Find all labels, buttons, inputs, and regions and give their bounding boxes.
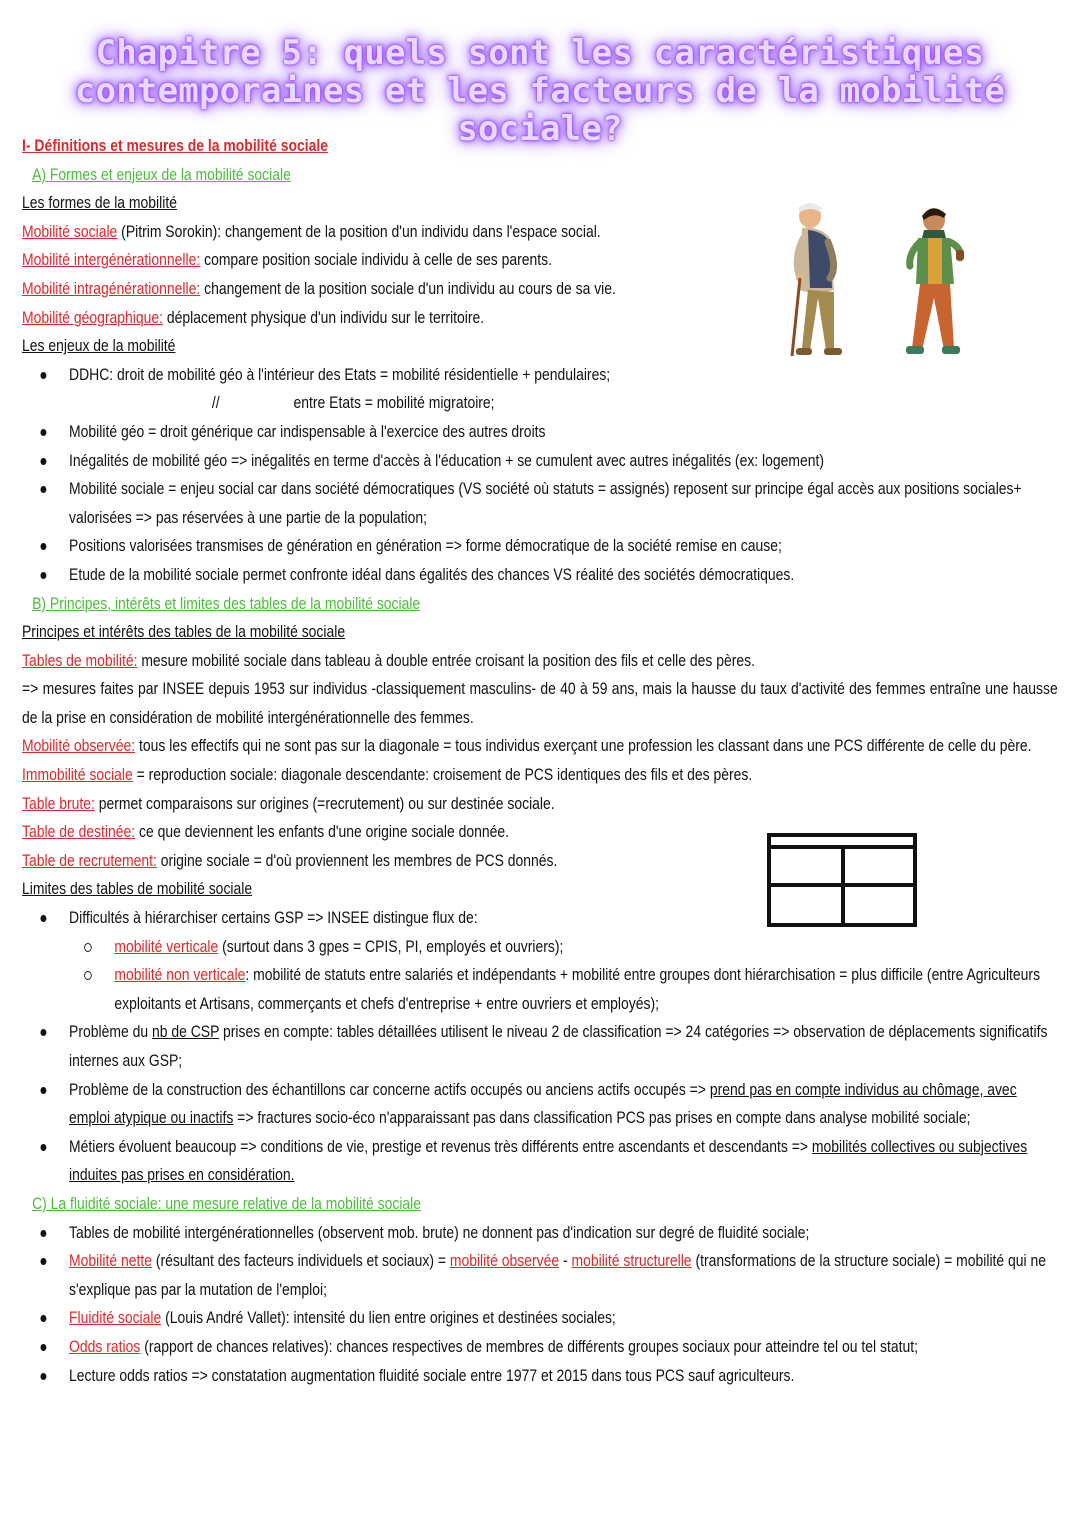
list-item: Problème du nb de CSP prises en compte: tables détaillées utilisent le niveau 2 de classification => 24 catégories => observation de déplacements significatifs internes aux GSP; [69,1018,1058,1075]
definition-item: Immobilité sociale = reproduction sociale: diagonale descendante: croisement de PCS identiques des fils et des pères. [22,765,753,785]
limites-list-cont [22,1018,1058,1190]
list-item: Problème de la construction des échantillons car concerne actifs occupés ou anciens actifs occupés => prend pas en compte individus au chômage, avec emploi atypique ou inactifs => fractures socio-éco n'apparaissant pas dans classification PCS pas prises en compte dans analyse mobilité sociale; [69,1076,1058,1133]
section-a-heading: A) Formes et enjeux de la mobilité sociale [32,164,291,184]
section-1-heading: I- Définitions et mesures de la mobilité sociale [22,136,328,155]
definition-item: Table brute: permet comparaisons sur origines (=recrutement) ou sur destinée sociale. [22,793,555,813]
section-c-heading: C) La fluidité sociale: une mesure relative de la mobilité sociale [32,1193,422,1213]
list-item: Mobilité sociale = enjeu social car dans société démocratiques (VS société où statuts = assignés) reposent sur principe égal accès aux positions sociales+ valorisées => pas réservées à une partie de la population; [69,475,1058,532]
list-item: Métiers évoluent beaucoup => conditions de vie, prestige et revenus très différents entre ascendants et descendants => mobilités collectives ou subjectives induites pas prises en considération. [69,1133,1058,1190]
definition-item: Mobilité géographique: déplacement physique d'un individu sur le territoire. [22,307,485,327]
section-b-heading: B) Principes, intérêts et limites des tables de la mobilité sociale [32,593,421,613]
list-item: Difficultés à hiérarchiser certains GSP => INSEE distingue flux de: [69,904,1058,933]
notes-content [22,132,1058,1390]
formes-heading: Les formes de la mobilité [22,193,177,213]
definition-item: Mobilité intragénérationnelle: changement de la position sociale d'un individu au cours de sa vie. [22,278,616,298]
limites-heading: Limites des tables de mobilité sociale [22,879,253,899]
list-item: DDHC: droit de mobilité géo à l'intérieur des Etats = mobilité résidentielle + pendulaires; [69,361,1058,390]
definition-item: Mobilité sociale (Pitrim Sorokin): changement de la position d'un individu dans l'espace social. [22,221,601,241]
list-item: Lecture odds ratios => constatation augmentation fluidité sociale entre 1977 et 2015 dans tous PCS sauf agriculteurs. [69,1362,1058,1391]
list-item: Fluidité sociale (Louis André Vallet): intensité du lien entre origines et destinées sociales; [69,1304,1058,1333]
definition-item: Mobilité intergénérationnelle: compare position sociale individu à celle de ses parents. [22,250,552,270]
flux-list [22,933,1058,1019]
list-item: mobilité verticale (surtout dans 3 gpes = CPIS, PI, employés et ouvriers); [114,933,1057,962]
list-item: Tables de mobilité intergénérationnelles (observent mob. brute) ne donnent pas d'indication sur degré de fluidité sociale; [69,1219,1058,1248]
definition-item: Table de recrutement: origine sociale = d'où proviennent les membres de PCS donnés. [22,850,558,870]
insee-paragraph: => mesures faites par INSEE depuis 1953 sur individus -classiquement masculins- de 40 à 59 ans, mais la hausse du taux d'activité des femmes entraîne une hausse de la prise en considération de mobilité intergénérationnelle des femmes. [22,679,1058,727]
list-item: Mobilité géo = droit générique car indispensable à l'exercice des autres droits [69,418,1058,447]
list-item: mobilité non verticale: mobilité de statuts entre salariés et indépendants + mobilité entre groupes dont hiérarchisation = plus difficile (entre Agriculteurs exploitants et Artisans, commerçants et chefs d'entreprise + entre ouvriers et employés); [114,961,1057,1018]
definition-item: Mobilité observée: tous les effectifs qui ne sont pas sur la diagonale = tous individus exerçant une profession les classant dans une PCS différente de celle du père. [22,736,1032,756]
list-item: Positions valorisées transmises de génération en génération => forme démocratique de la société remise en cause; [69,532,1058,561]
fluidite-list [22,1219,1058,1391]
limites-list [22,904,1058,933]
list-item: Etude de la mobilité sociale permet confronte idéal dans égalités des chances VS réalité des sociétés démocratiques. [69,561,1058,590]
page-title: Chapitre 5: quels sont les caractéristiques contemporaines et les facteurs de la mobilité sociale? [74,33,1006,149]
list-item: Odds ratios (rapport de chances relatives): chances respectives de membres de différents groupes sociaux pour atteindre tel ou tel statut; [69,1333,1058,1362]
definition-item: Table de destinée: ce que deviennent les enfants d'une origine sociale donnée. [22,822,510,842]
list-item: Inégalités de mobilité géo => inégalités en terme d'accès à l'éducation + se cumulent avec autres inégalités (ex: logement) [69,447,1058,476]
list-item: Mobilité nette (résultant des facteurs individuels et sociaux) = mobilité observée - mobilité structurelle (transformations de la structure sociale) = mobilité qui ne s'explique pas par la mutation de l'emploi; [69,1247,1058,1304]
principes-heading: Principes et intérêts des tables de la mobilité sociale [22,622,346,642]
enjeux-heading: Les enjeux de la mobilité [22,336,176,356]
enjeux-list [22,361,1058,590]
list-item-continuation: // entre Etats = mobilité migratoire; [211,393,495,413]
definition-item: Tables de mobilité: mesure mobilité sociale dans tableau à double entrée croisant la position des fils et celle des pères. [22,650,755,670]
